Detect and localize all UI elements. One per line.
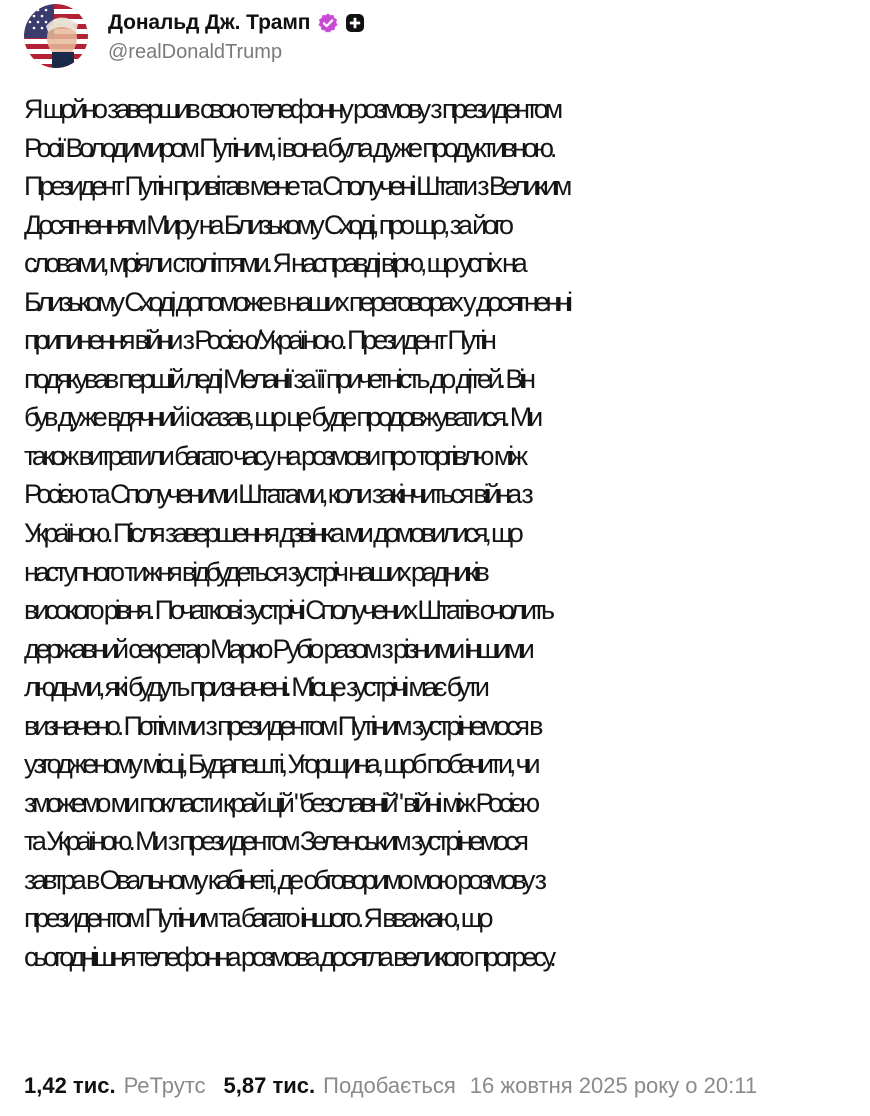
post-text-line: Близькому Сході допоможе в наших переговорах у досягненні [24,286,569,317]
post-text-line: завтра в Овальному кабінеті, де обговоримо мою розмову з [24,864,543,895]
verified-badge-icon [317,12,339,34]
post-text-line: узгодженому місці, Будапешті, Угорщина, щоб побачити, чи [24,749,537,780]
post-header [24,4,365,68]
post-text-line: Досягненням Миру на Близькому Сході, про що, за його [24,209,510,240]
post-text-line: Україною. Після завершення дзвінка ми домовилися, що [24,518,520,549]
plus-badge-icon [345,13,365,33]
name-row [108,9,365,37]
retruths-count[interactable]: 1,42 тис. [24,1073,116,1098]
likes-count[interactable]: 5,87 тис. [223,1073,316,1098]
post-text-line: Росії Володимиром Путіним, і вона була дуже продуктивною. [24,132,554,163]
post-timestamp: 16 жовтня 2025 року о 20:11 [469,1073,758,1098]
post-text-line: визначено. Потім ми з президентом Путіним зустрінемося в [24,710,540,741]
display-name[interactable]: Донал​ьд Дж. Трамп [108,10,311,34]
post-text-line: Я щойно завершив свою телефонну розмову з президентом [24,94,560,124]
post-text-line: високого рівня. Початкові зустрічі Сполучених Штатів очолить [24,595,551,626]
post-text-line: людьми, які будуть призначені. Місце зустрічі має бути [24,672,486,703]
post-footer [24,1070,757,1102]
post-text-line: словами, мріяли століттями. Я насправді вірю, що успіх на [24,248,524,279]
post-text-line: сьогоднішня телефонна розмова досягла великого прогресу. [24,942,553,973]
post-text-line: президентом Путіним та багато іншого. Я вважаю, що [24,903,490,934]
avatar[interactable] [24,4,88,68]
author-handle[interactable]: @realDonaldTrump [108,40,283,63]
post-body [24,90,868,977]
post-text-line: Росією та Сполученими Штатами, коли закінчиться війна з [24,479,530,510]
post-text-line: також витратили багато часу на розмови про торгівлю між [24,440,524,471]
retruths-label[interactable]: РеТрутс [123,1073,206,1098]
post-text-line: подякував першій леді Меланії за її причетність до дітей. Він [24,363,532,394]
avatar-flag-portrait-icon [24,4,88,68]
post-text-line: державний секретар Марко Рубіо разом з різними іншими [24,633,531,664]
post-text-line: зможемо ми покласти край цій "безславній" війні між Росією [24,787,536,818]
post-text-line: був дуже вдячний і сказав, що це буде продовжуватися. Ми [24,402,540,433]
post-text-line: наступного тижня відбудеться зустріч наших радників [24,556,486,587]
author-identity [108,9,365,64]
post-text-line: припинення війни з Росією/Україною. Президент Путін [24,325,493,356]
post-text-line: та Україною. Ми з президентом Зеленським зустрінемося [24,826,525,857]
likes-label[interactable]: Подобається [323,1073,456,1098]
post-text-line: Президент Путін привітав мене та Сполучені Штати з Великим [24,171,569,202]
